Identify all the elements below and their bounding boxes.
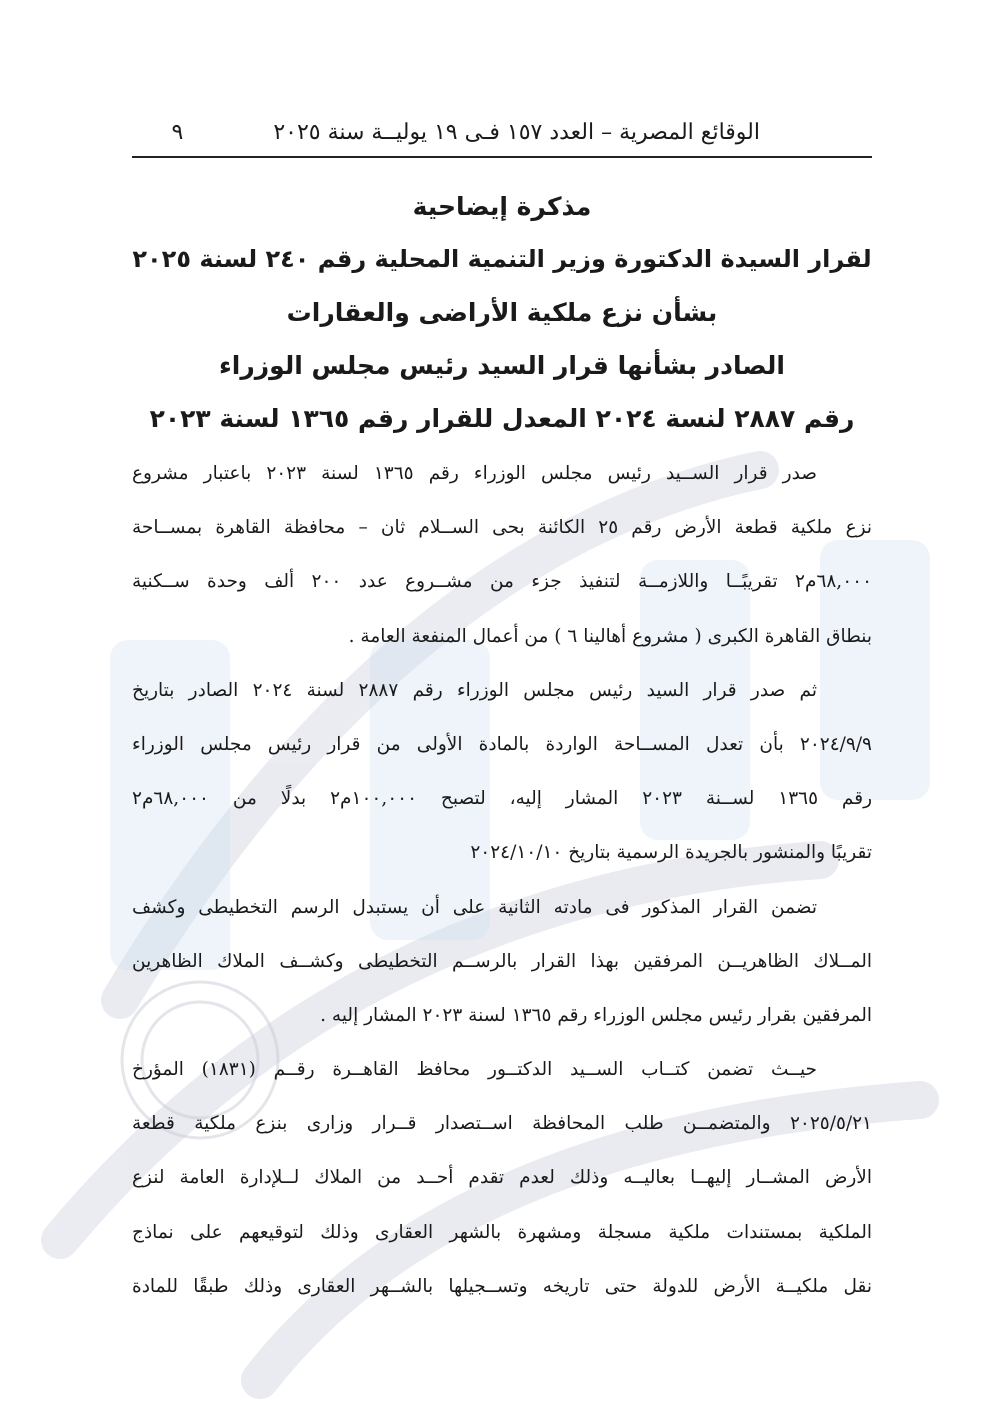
paragraph-4-line: الملكية بمستندات ملكية مسجلة ومشهرة بالشهر العقارى وذلك لتوقيعهم على نماذج [132, 1221, 872, 1243]
memo-subtitle-line-2: بشأن نزع ملكية الأراضى والعقارات [286, 298, 718, 327]
memo-body [132, 447, 872, 1314]
paragraph-1-line: صدر قرار الســيد رئيس مجلس الوزراء رقم ١٣٦٥ لسنة ٢٠٢٣ باعتبار مشروع [132, 463, 818, 484]
paragraph-4-line: ٢٠٢٥/٥/٢١ والمتضمــن طلب المحافظة اســتصدار قــرار وزارى بنزع ملكية قطعة [132, 1113, 872, 1135]
paragraph-4-line: الأرض المشــار إليهــا بعاليــه وذلك لعدم تقدم أحــد من الملاك لــلإدارة العامة لنزع [132, 1167, 872, 1189]
memo-subtitle-line-3: الصادر بشأنها قرار السيد رئيس مجلس الوزراء [219, 351, 785, 380]
page-number: ٩ [171, 119, 184, 145]
header-title: الوقائع المصرية – العدد ١٥٧ فـى ١٩ يوليــة سنة ٢٠٢٥ [273, 119, 760, 145]
paragraph-1-line: نزع ملكية قطعة الأرض رقم ٢٥ الكائنة بحى الســلام ثان – محافظة القاهرة بمســاحة [132, 517, 872, 539]
paragraph-2-line: تقريبًا والمنشور بالجريدة الرسمية بتاريخ ٢٠٢٤/١٠/١٠ [470, 842, 872, 864]
memo-subtitle-line-4: رقم ٢٨٨٧ لنسة ٢٠٢٤ المعدل للقرار رقم ١٣٦٥ لسنة ٢٠٢٣ [149, 404, 855, 433]
paragraph-3-line: المــلاك الظاهريــن المرفقين بهذا القرار بالرســم التخطيطى وكشــف الملاك الظاهرين [132, 950, 872, 972]
header-rule [132, 156, 872, 158]
paragraph-1-line: بنطاق القاهرة الكبرى ( مشروع أهالينا ٦ ) من أعمال المنفعة العامة . [348, 625, 872, 647]
paragraph-2-line: ٢٠٢٤/٩/٩ بأن تعدل المســاحة الواردة بالمادة الأولى من قرار رئيس مجلس الوزراء [132, 733, 872, 755]
paragraph-1-line: ٦٨,٠٠٠م٢ تقريبًــا واللازمــة لتنفيذ جزء من مشــروع عدد ٢٠٠ ألف وحدة ســكنية [132, 571, 873, 593]
paragraph-4-line: حيــث تضمن كتــاب الســيد الدكتــور محافظ القاهــرة رقــم (١٨٣١) المؤرخ [132, 1059, 817, 1081]
paragraph-3-line: المرفقين بقرار رئيس مجلس الوزراء رقم ١٣٦٥ لسنة ٢٠٢٣ المشار إليه . [320, 1004, 872, 1026]
memo-title: مذكرة إيضاحية [412, 192, 592, 221]
memo-headings [132, 180, 872, 445]
paragraph-2-line: ثم صدر قرار السيد رئيس مجلس الوزراء رقم ٢٨٨٧ لسنة ٢٠٢٤ الصادر بتاريخ [132, 679, 817, 701]
paragraph-3-line: تضمن القرار المذكور فى مادته الثانية على أن يستبدل الرسم التخطيطى وكشف [132, 896, 817, 918]
paragraph-4-line: نقل ملكيــة الأرض للدولة حتى تاريخه وتســجيلها بالشــهر العقارى وذلك طبقًا للمادة [132, 1275, 872, 1297]
page-header [132, 112, 872, 152]
paragraph-2-line: رقم ١٣٦٥ لســنة ٢٠٢٣ المشار إليه، لتصبح ١٠٠,٠٠٠م٢ بدلًا من ٦٨,٠٠٠م٢ [132, 788, 873, 810]
memo-subtitle-line-1: لقرار السيدة الدكتورة وزير التنمية المحلية رقم ٢٤٠ لسنة ٢٠٢٥ [132, 245, 872, 273]
